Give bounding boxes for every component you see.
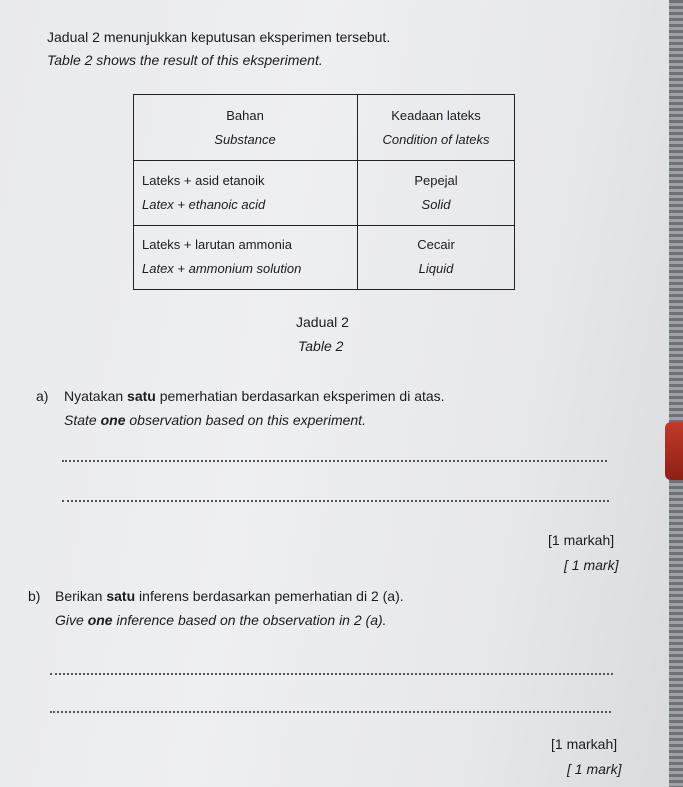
question-b-letter: b) [28, 588, 41, 604]
table-row [134, 225, 515, 289]
question-b-malay: Berikan satu inferens berdasarkan pemerhatian di 2 (a). [55, 588, 404, 604]
question-b-english: Give one inference based on the observation in 2 (a). [55, 612, 387, 628]
answer-line-a1[interactable] [62, 460, 607, 462]
table-caption-english: Table 2 [298, 338, 344, 354]
question-a-english: State one observation based on this experiment. [64, 412, 366, 428]
page-tab-marker [665, 422, 683, 480]
answer-line-a2[interactable] [62, 500, 609, 502]
header-substance [134, 95, 358, 161]
header-condition-en: Condition of lateks [382, 131, 490, 147]
cell-condition-en: Liquid [418, 261, 454, 277]
answer-line-b1[interactable] [50, 673, 613, 675]
header-substance-en: Substance [214, 131, 276, 147]
question-a-letter: a) [36, 388, 49, 404]
cell-substance-ms: Lateks + asid etanoik [142, 172, 265, 188]
cell-condition-ms: Pepejal [414, 172, 458, 188]
cell-condition [358, 161, 515, 225]
header-condition [358, 95, 515, 161]
intro-english: Table 2 shows the result of this eksperiment. [47, 52, 323, 68]
cell-substance-ms: Lateks + larutan ammonia [142, 237, 292, 253]
cell-substance [134, 161, 358, 225]
cell-condition-ms: Cecair [417, 237, 455, 253]
cell-substance-en: Latex + ammonium solution [142, 261, 302, 277]
answer-line-b2[interactable] [50, 711, 611, 713]
page-edge-shadow [669, 0, 683, 787]
cell-condition-en: Solid [421, 196, 451, 212]
question-b-mark-english: [ 1 mark] [567, 761, 622, 777]
table-row [134, 161, 515, 225]
question-a-mark-malay: [1 markah] [548, 532, 615, 548]
question-a-mark-english: [ 1 mark] [564, 557, 619, 573]
header-condition-ms: Keadaan lateks [391, 107, 481, 123]
cell-condition [358, 225, 515, 289]
results-table [133, 94, 515, 290]
question-b-mark-malay: [1 markah] [551, 736, 618, 752]
intro-malay: Jadual 2 menunjukkan keputusan eksperimen tersebut. [47, 29, 391, 45]
cell-substance [134, 225, 358, 289]
table-caption-malay: Jadual 2 [296, 314, 349, 330]
header-substance-ms: Bahan [226, 107, 264, 123]
table-header-row [134, 95, 515, 161]
question-a-malay: Nyatakan satu pemerhatian berdasarkan eksperimen di atas. [64, 388, 445, 404]
cell-substance-en: Latex + ethanoic acid [142, 196, 266, 212]
